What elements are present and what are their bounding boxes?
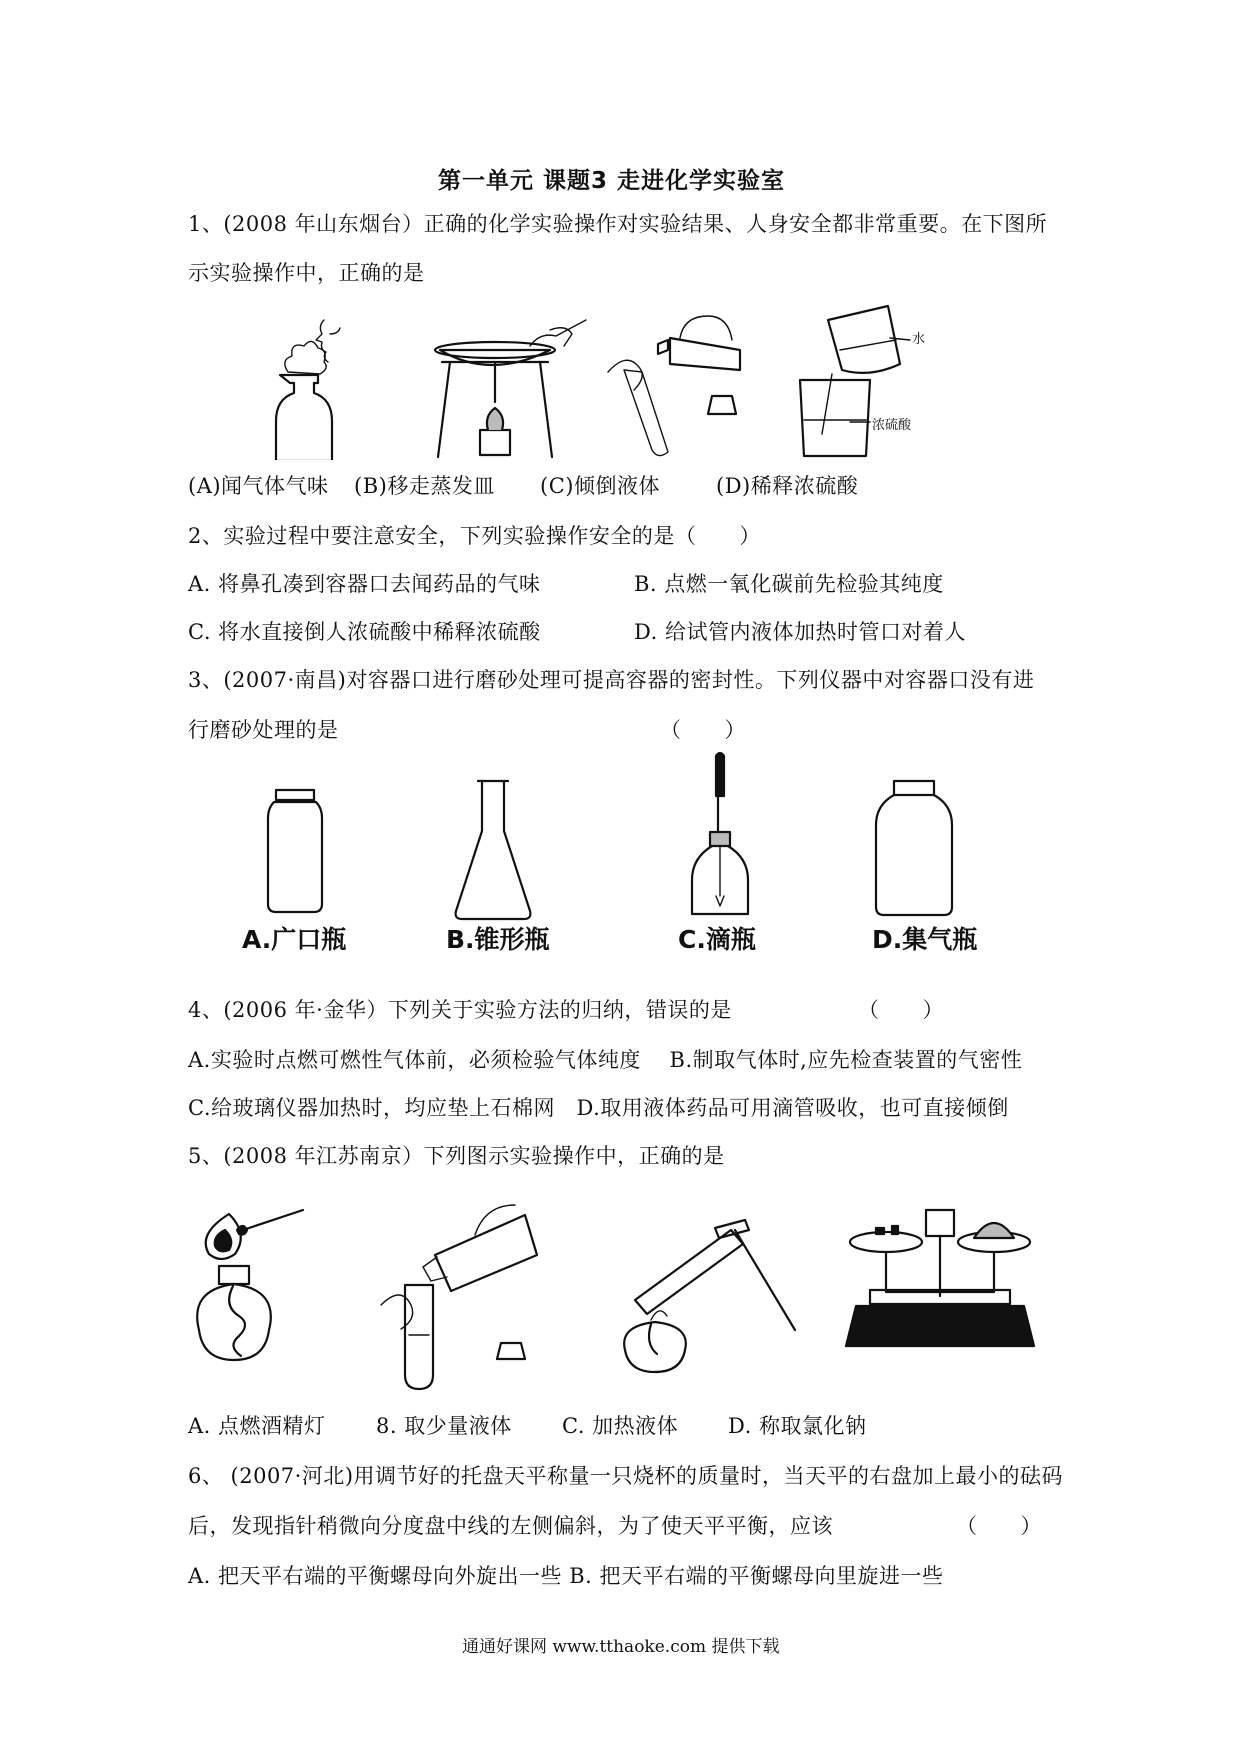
balance-figure xyxy=(840,1190,1040,1390)
smell-gas-figure xyxy=(260,300,350,460)
q5-stem: 5、(2008 年江苏南京）下列图示实验操作中，正确的是 xyxy=(188,1144,725,1168)
light-alcohol-lamp-figure xyxy=(185,1200,315,1390)
q1-option-a: (A)闻气体气味 xyxy=(188,474,329,498)
wide-mouth-bottle-figure xyxy=(260,780,340,920)
q2-option-c: C. 将水直接倒人浓硫酸中稀释浓硫酸 xyxy=(188,620,541,644)
q5-option-c: C. 加热液体 xyxy=(562,1414,679,1438)
q3-stem-line2: 行磨砂处理的是 xyxy=(188,718,339,742)
q6-options-ab: A. 把天平右端的平衡螺母向外旋出一些 B. 把天平右端的平衡螺母向里旋进一些 xyxy=(188,1564,944,1588)
q5-option-a: A. 点燃酒精灯 xyxy=(188,1414,326,1438)
q1-stem-line1: 1、(2008 年山东烟台）正确的化学实验操作对实验结果、人身安全都非常重要。在下图所 xyxy=(188,212,1048,236)
q5-option-d: D. 称取氯化钠 xyxy=(728,1414,867,1438)
q2-option-b: B. 点燃一氧化碳前先检验其纯度 xyxy=(634,572,944,596)
q1-stem-line2: 示实验操作中，正确的是 xyxy=(188,261,425,285)
q1-option-b: (B)移走蒸发皿 xyxy=(354,474,495,498)
evaporating-dish-figure xyxy=(420,300,590,460)
heat-liquid-figure xyxy=(605,1200,805,1390)
q6-stem-line1: 6、 (2007·河北)用调节好的托盘天平称量一只烧杯的质量时，当天平的右盘加上最小的砝码 xyxy=(188,1464,1064,1488)
q2-option-d: D. 给试管内液体加热时管口对着人 xyxy=(634,620,966,644)
gas-jar-figure xyxy=(870,775,960,925)
q2-stem: 2、实验过程中要注意安全，下列实验操作安全的是（ ） xyxy=(188,524,761,548)
q3-answer-blank: （ ） xyxy=(660,718,746,742)
q3-caption-a: A.广口瓶 xyxy=(242,925,347,954)
q4-options-cd: C.给玻璃仪器加热时，均应垫上石棉网 D.取用液体药品可用滴管吸收，也可直接倾倒 xyxy=(188,1096,1009,1120)
q3-caption-d: D.集气瓶 xyxy=(872,925,978,954)
q3-caption-c: C.滴瓶 xyxy=(678,925,756,954)
pour-small-liquid-figure xyxy=(375,1195,565,1395)
conical-flask-figure xyxy=(450,775,540,925)
q6-answer-blank: （ ） xyxy=(956,1514,1042,1538)
q4-options-ab: A.实验时点燃可燃性气体前，必须检验气体纯度 B.制取气体时,应先检查装置的气密性 xyxy=(188,1048,1023,1072)
water-label: 水 xyxy=(912,332,926,347)
q3-caption-b: B.锥形瓶 xyxy=(446,925,550,954)
footer-credit: 通通好课网 www.tthaoke.com 提供下载 xyxy=(462,1637,780,1657)
q1-option-d: (D)稀释浓硫酸 xyxy=(716,474,859,498)
q6-stem-line2: 后，发现指针稍微向分度盘中线的左侧偏斜，为了使天平平衡，应该 xyxy=(188,1514,833,1538)
q1-option-c: (C)倾倒液体 xyxy=(540,474,660,498)
conc-acid-label: 浓硫酸 xyxy=(872,418,912,433)
dropping-bottle-figure xyxy=(680,750,760,925)
q3-stem-line1: 3、(2007·南昌)对容器口进行磨砂处理可提高容器的密封性。下列仪器中对容器口没有进 xyxy=(188,668,1035,692)
q2-option-a: A. 将鼻孔凑到容器口去闻药品的气味 xyxy=(188,572,541,596)
pour-liquid-figure xyxy=(600,300,760,460)
page-title: 第一单元 课题3 走进化学实验室 xyxy=(438,168,786,194)
q4-answer-blank: （ ） xyxy=(858,998,944,1022)
q4-stem: 4、(2006 年·金华）下列关于实验方法的归纳，错误的是 xyxy=(188,998,732,1022)
dilute-acid-figure xyxy=(790,300,940,460)
q5-option-b: 8. 取少量液体 xyxy=(376,1414,512,1438)
